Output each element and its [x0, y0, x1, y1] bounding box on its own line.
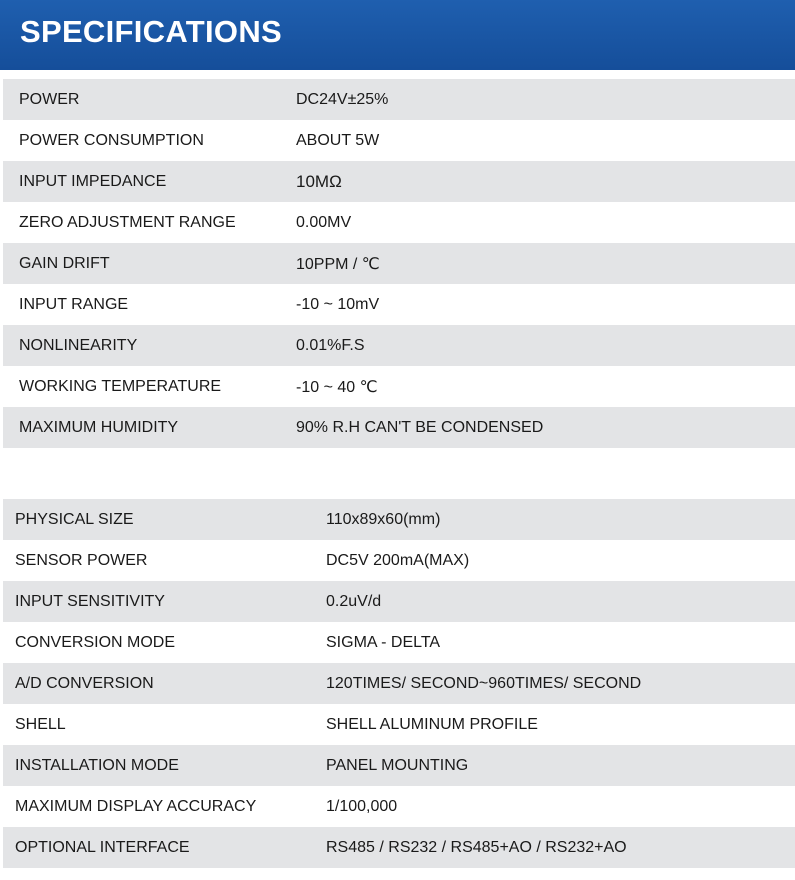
spec-label: MAXIMUM DISPLAY ACCURACY: [15, 797, 257, 815]
spec-value: 10MΩ: [296, 171, 342, 191]
spec-value: 10PPM / ℃: [296, 255, 380, 273]
specifications-table-secondary: [3, 499, 795, 868]
spec-value: -10 ~ 10mV: [296, 295, 380, 313]
spec-row-power-consumption: [3, 120, 795, 161]
spec-value: 0.00MV: [296, 213, 352, 231]
spec-value: -10 ~ 40 ℃: [296, 378, 378, 396]
spec-value: DC24V±25%: [296, 90, 389, 108]
spec-row-input-sensitivity: [3, 581, 795, 622]
spec-row-working-temperature: [3, 366, 795, 407]
spec-label: POWER CONSUMPTION: [19, 131, 204, 149]
spec-row-sensor-power: [3, 540, 795, 581]
spec-value: 120TIMES/ SECOND~960TIMES/ SECOND: [326, 674, 642, 692]
spec-row-installation-mode: [3, 745, 795, 786]
spec-row-ad-conversion: [3, 663, 795, 704]
spec-row-maximum-display-accuracy: [3, 786, 795, 827]
spec-value: 0.01%F.S: [296, 336, 365, 354]
spec-row-shell: [3, 704, 795, 745]
spec-label: OPTIONAL INTERFACE: [15, 838, 190, 856]
spec-row-zero-adjustment-range: [3, 202, 795, 243]
spec-value: 110x89x60(mm): [326, 510, 441, 528]
spec-label: INPUT RANGE: [19, 295, 129, 313]
spec-value: DC5V 200mA(MAX): [326, 551, 470, 569]
spec-label: INSTALLATION MODE: [15, 756, 179, 774]
spec-row-gain-drift: [3, 243, 795, 284]
spec-row-maximum-humidity: [3, 407, 795, 448]
spec-value: RS485 / RS232 / RS485+AO / RS232+AO: [326, 838, 627, 856]
spec-row-conversion-mode: [3, 622, 795, 663]
spec-value: SHELL ALUMINUM PROFILE: [326, 715, 538, 733]
spec-label: INPUT SENSITIVITY: [15, 592, 165, 610]
spec-row-nonlinearity: [3, 325, 795, 366]
spec-row-physical-size: [3, 499, 795, 540]
specifications-header: [0, 0, 795, 70]
spec-label: NONLINEARITY: [19, 336, 138, 354]
spec-row-optional-interface: [3, 827, 795, 868]
spec-label: SHELL: [15, 715, 66, 733]
spec-value: 0.2uV/d: [326, 592, 382, 610]
spec-value: PANEL MOUNTING: [326, 756, 469, 774]
specifications-table-primary: [3, 79, 795, 448]
spec-label: MAXIMUM HUMIDITY: [19, 418, 179, 436]
page-title: SPECIFICATIONS: [20, 14, 282, 49]
spec-label: SENSOR POWER: [15, 551, 148, 569]
spec-label: PHYSICAL SIZE: [15, 510, 134, 528]
spec-row-input-impedance: [3, 161, 795, 202]
spec-value: 90% R.H CAN'T BE CONDENSED: [296, 418, 544, 436]
spec-label: GAIN DRIFT: [19, 254, 110, 272]
spec-label: INPUT IMPEDANCE: [19, 172, 167, 190]
spec-value: 1/100,000: [326, 797, 398, 815]
spec-label: WORKING TEMPERATURE: [19, 377, 222, 395]
spec-label: A/D CONVERSION: [15, 674, 154, 692]
spec-value: ABOUT 5W: [296, 131, 380, 149]
spec-label: CONVERSION MODE: [15, 633, 176, 651]
spec-row-input-range: [3, 284, 795, 325]
spec-value: SIGMA - DELTA: [326, 633, 441, 651]
spec-label: ZERO ADJUSTMENT RANGE: [19, 213, 236, 231]
spec-label: POWER: [19, 90, 80, 108]
spec-row-power: [3, 79, 795, 120]
